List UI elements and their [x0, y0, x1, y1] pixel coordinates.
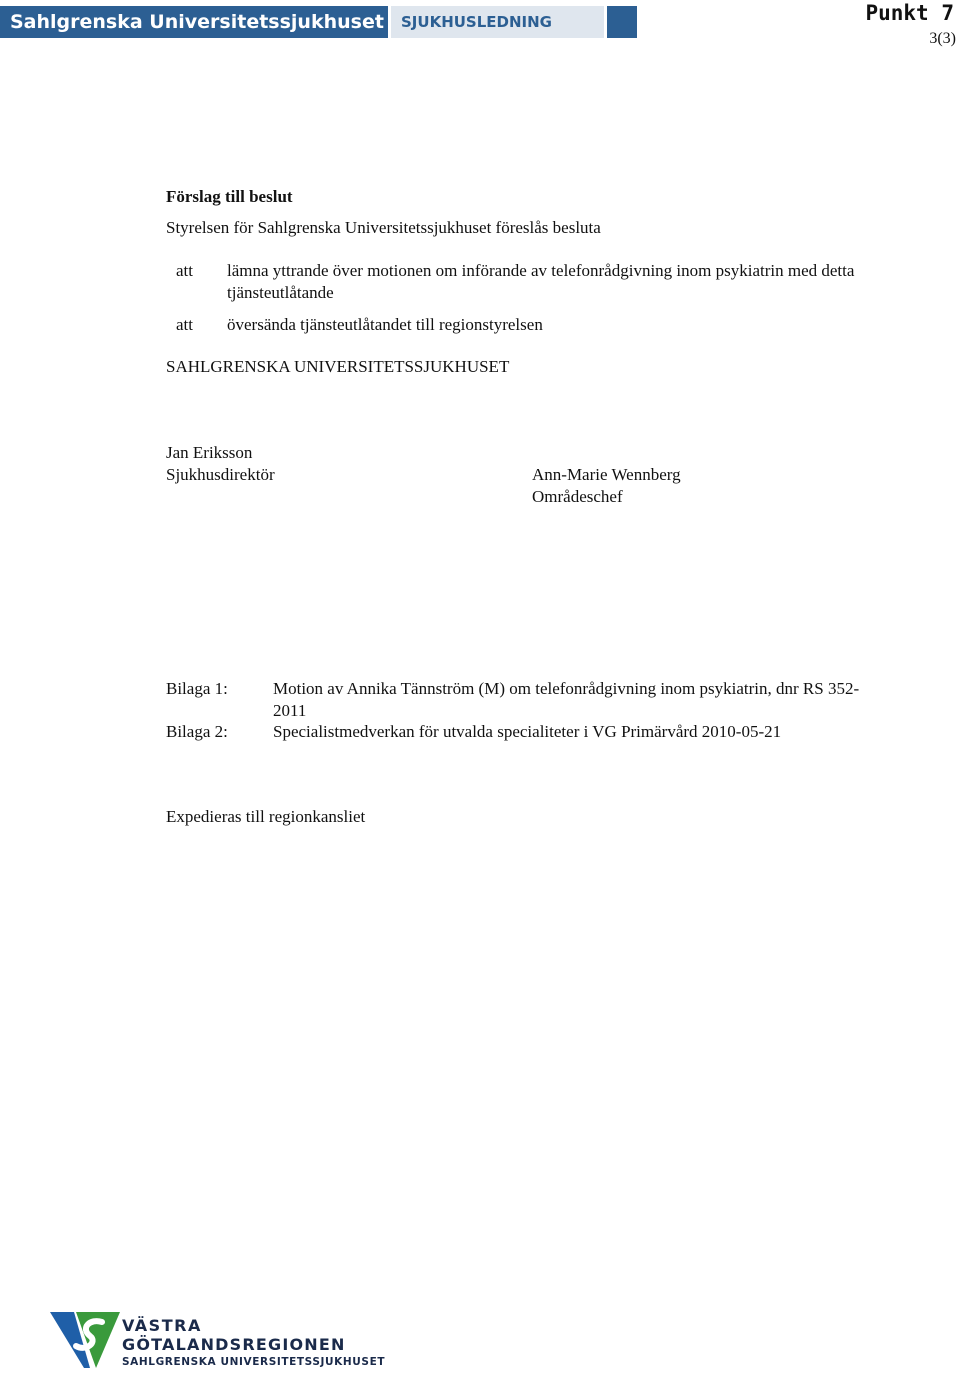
- logo-line1: VÄSTRA: [122, 1316, 202, 1335]
- attachment-label: Bilaga 2:: [166, 722, 228, 741]
- proposal-heading: Förslag till beslut: [166, 187, 293, 206]
- org-name-caps: SAHLGRENSKA UNIVERSITETSSJUKHUSET: [166, 357, 510, 376]
- header-banner: [0, 6, 637, 38]
- proposal-item-prefix: att: [176, 261, 193, 280]
- signatory-title: Sjukhusdirektör: [166, 465, 275, 484]
- proposal-intro: Styrelsen för Sahlgrenska Universitetssjukhuset föreslås besluta: [166, 218, 601, 237]
- department-name: SJUKHUSLEDNING: [391, 6, 604, 38]
- attachment-text: Specialistmedverkan för utvalda specialiteter i VG Primärvård 2010-05-21: [273, 722, 782, 741]
- banner-end-block: [607, 6, 637, 38]
- vgr-emblem-icon: [50, 1306, 120, 1372]
- dispatch-note: Expedieras till regionkansliet: [166, 807, 366, 826]
- signatory-name: Ann-Marie Wennberg: [532, 465, 681, 484]
- proposal-item-text: översända tjänsteutlåtandet till regionstyrelsen: [227, 315, 543, 334]
- signatory-title: Områdeschef: [532, 487, 623, 506]
- page-number: 3(3): [929, 30, 956, 47]
- logo-line3: SAHLGRENSKA UNIVERSITETSSJUKHUSET: [122, 1356, 386, 1368]
- proposal-item-text: tjänsteutlåtande: [227, 283, 334, 302]
- attachment-text: Motion av Annika Tännström (M) om telefonrådgivning inom psykiatrin, dnr RS 352-: [273, 679, 860, 698]
- signatory-name: Jan Eriksson: [166, 443, 253, 462]
- vgr-logo: [50, 1306, 390, 1372]
- logo-line2: GÖTALANDSREGIONEN: [122, 1335, 346, 1354]
- attachment-label: Bilaga 1:: [166, 679, 228, 698]
- agenda-item: Punkt 7: [865, 1, 954, 25]
- org-name: Sahlgrenska Universitetssjukhuset: [0, 6, 388, 38]
- proposal-item-text: lämna yttrande över motionen om införande av telefonrådgivning inom psykiatrin med detta: [227, 261, 855, 280]
- attachment-text: 2011: [273, 701, 307, 720]
- proposal-item-prefix: att: [176, 315, 193, 334]
